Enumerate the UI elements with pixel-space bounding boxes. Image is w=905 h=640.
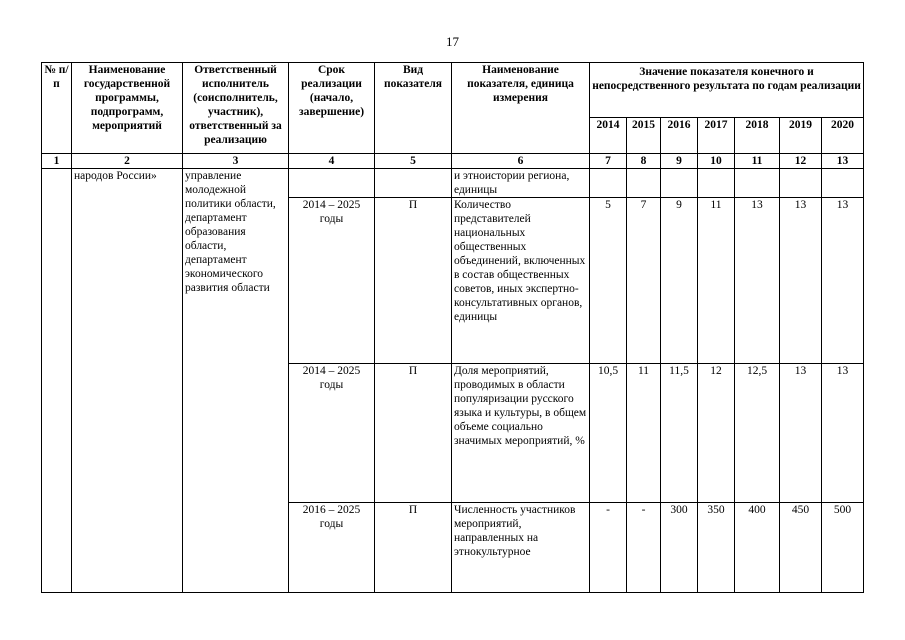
cell-type <box>375 169 452 198</box>
column-number: 9 <box>661 154 698 169</box>
cell-value: - <box>627 503 661 593</box>
cell-value: - <box>590 503 627 593</box>
cell-value: 450 <box>780 503 822 593</box>
cell-value: 13 <box>735 198 780 364</box>
header-year: 2018 <box>735 118 780 154</box>
header-program: Наименование государственной программы, подпрограмм, мероприятий <box>72 63 183 154</box>
header-year: 2020 <box>822 118 864 154</box>
header-year: 2017 <box>698 118 735 154</box>
page-number: 17 <box>446 34 459 49</box>
cell-value: 350 <box>698 503 735 593</box>
cell-value: 10,5 <box>590 364 627 503</box>
column-number: 11 <box>735 154 780 169</box>
column-number: 13 <box>822 154 864 169</box>
column-number: 3 <box>183 154 289 169</box>
column-number: 10 <box>698 154 735 169</box>
column-number: 5 <box>375 154 452 169</box>
column-number: 4 <box>289 154 375 169</box>
cell-period: 2016 – 2025 годы <box>289 503 375 593</box>
cell-indicator: Доля мероприятий, проводимых в области популяризации русского языка и культуры, в общем объеме социально значимых мероприятий, % <box>452 364 590 503</box>
cell-program: народов России» <box>72 169 183 593</box>
indicators-table <box>41 62 864 593</box>
header-executor: Ответственный исполнитель (соисполнитель, участник), ответственный за реализацию <box>183 63 289 154</box>
cell-value: 400 <box>735 503 780 593</box>
cell-value: 12 <box>698 364 735 503</box>
cell-value: 11 <box>627 364 661 503</box>
header-type: Вид показателя <box>375 63 452 154</box>
header-num: № п/п <box>42 63 72 154</box>
column-number: 8 <box>627 154 661 169</box>
cell-indicator: Численность участников мероприятий, направленных на этнокультурное <box>452 503 590 593</box>
cell-value: 500 <box>822 503 864 593</box>
cell-value <box>822 169 864 198</box>
header-year: 2014 <box>590 118 627 154</box>
cell-value: 7 <box>627 198 661 364</box>
cell-value <box>735 169 780 198</box>
header-indicator: Наименование показателя, единица измерения <box>452 63 590 154</box>
cell-period: 2014 – 2025 годы <box>289 198 375 364</box>
cell-executor: управление молодежной политики области, департамент образования области, департамент экономического развития области <box>183 169 289 593</box>
column-number: 6 <box>452 154 590 169</box>
cell-value: 13 <box>780 198 822 364</box>
cell-indicator: Количество представителей национальных общественных объединений, включенных в состав общественных советов, иных экспертно-консультативных органов, единицы <box>452 198 590 364</box>
cell-type: П <box>375 198 452 364</box>
cell-value: 11,5 <box>661 364 698 503</box>
cell-value: 13 <box>822 198 864 364</box>
column-number: 1 <box>42 154 72 169</box>
column-number: 7 <box>590 154 627 169</box>
cell-value: 13 <box>780 364 822 503</box>
cell-value: 12,5 <box>735 364 780 503</box>
cell-value <box>698 169 735 198</box>
header-row <box>42 63 864 118</box>
cell-period: 2014 – 2025 годы <box>289 364 375 503</box>
header-year: 2016 <box>661 118 698 154</box>
header-year: 2019 <box>780 118 822 154</box>
cell-value: 11 <box>698 198 735 364</box>
cell-value: 300 <box>661 503 698 593</box>
cell-value: 13 <box>822 364 864 503</box>
cell-type: П <box>375 364 452 503</box>
header-year: 2015 <box>627 118 661 154</box>
cell-type: П <box>375 503 452 593</box>
cell-value: 5 <box>590 198 627 364</box>
cell-value <box>780 169 822 198</box>
column-number: 2 <box>72 154 183 169</box>
cell-value <box>627 169 661 198</box>
column-number: 12 <box>780 154 822 169</box>
cell-value <box>661 169 698 198</box>
column-numbers-row <box>42 154 864 169</box>
cell-num <box>42 169 72 593</box>
cell-value: 9 <box>661 198 698 364</box>
table-row <box>42 169 864 198</box>
header-values-group: Значение показателя конечного и непосредственного результата по годам реализации <box>590 63 864 118</box>
cell-period <box>289 169 375 198</box>
header-period: Срок реализации (начало, завершение) <box>289 63 375 154</box>
cell-value <box>590 169 627 198</box>
cell-indicator: и этноистории региона, единицы <box>452 169 590 198</box>
